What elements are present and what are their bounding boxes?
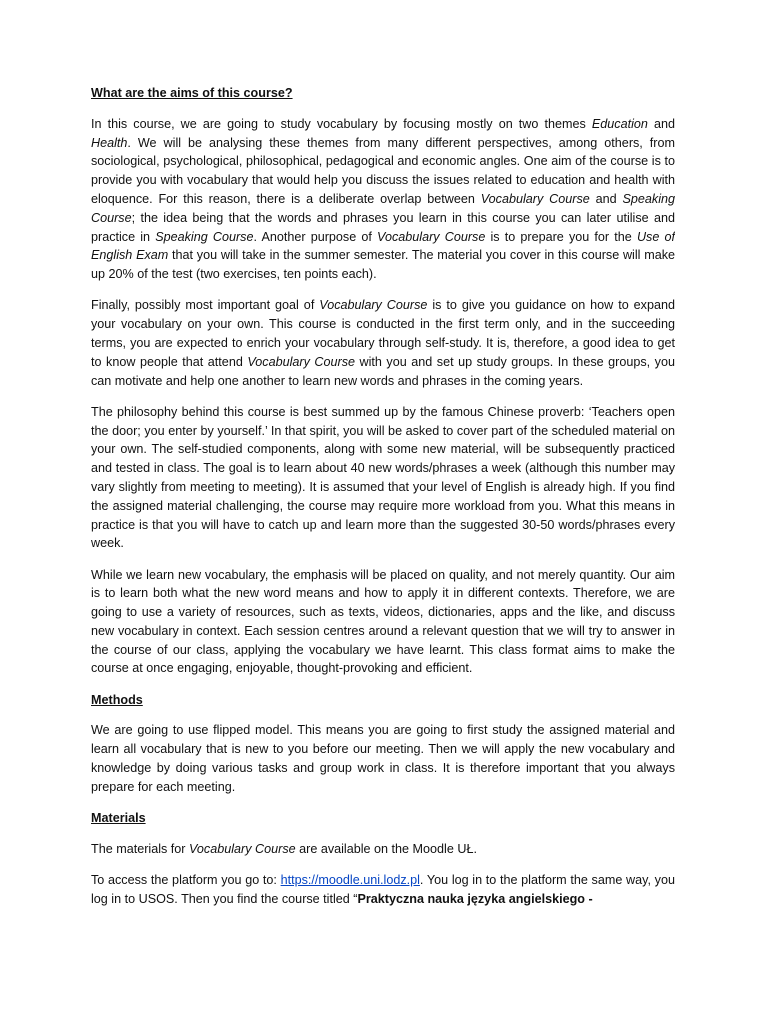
heading-methods: Methods <box>91 692 143 707</box>
paragraph-intro: In this course, we are going to study vocabulary by focusing mostly on two themes Education and Health. We will be analysing these themes from many different perspectives, among others, from sociological, psychological, philosophical, pedagogical and economic angles. One aim of the course is to provide you with vocabulary that would help you discuss the issues related to education and health with eloquence. For this reason, there is a deliberate overlap between Vocabulary Course and Speaking Course; the idea being that the words and phrases you learn in this course you can later utilise and practice in Speaking Course. Another purpose of Vocabulary Course is to prepare you for the Use of English Exam that you will take in the summer semester. The material you cover in this course will make up 20% of the test (two exercises, ten points each). <box>91 116 675 282</box>
document-page <box>91 84 675 914</box>
paragraph-materials: The materials for Vocabulary Course are available on the Moodle UŁ. <box>91 841 477 856</box>
paragraph-quality: While we learn new vocabulary, the emphasis will be placed on quality, and not merely quantity. Our aim is to learn both what the new word means and how to apply it in different contexts. Therefore, we are going to use a variety of resources, such as texts, videos, dictionaries, apps and the like, and discuss new vocabulary in context. Each session centres around a relevant question that we will try to answer in the course of our class, applying the vocabulary we have learnt. This class format aims to make the course at once engaging, enjoyable, thought-provoking and efficient. <box>91 567 675 676</box>
paragraph-goal: Finally, possibly most important goal of Vocabulary Course is to give you guidance on how to expand your vocabulary on your own. This course is conducted in the first term only, and in the succeeding terms, you are expected to enrich your vocabulary through self-study. It is, therefore, a good idea to get to know people that attend Vocabulary Course with you and set up study groups. In these groups, you can motivate and help one another to learn new words and phrases in the coming years. <box>91 298 675 388</box>
paragraph-access: To access the platform you go to: https://moodle.uni.lodz.pl. You log in to the platform the same way, you log in to USOS. Then you find the course titled “Praktyczna nauka języka angielskiego - <box>91 873 675 906</box>
heading-aims: What are the aims of this course? <box>91 86 293 100</box>
paragraph-philosophy: The philosophy behind this course is best summed up by the famous Chinese proverb: ‘Teachers open the door; you enter by yourself.’ In that spirit, you will be asked to cover part of the scheduled material on your own. The self-studied components, along with some new material, will be subsequently practiced and tested in class. The goal is to learn about 40 new words/phrases a week (although this number may vary slightly from meeting to meeting). It is assumed that your level of English is already high. If you find the assigned material challenging, the course may require more workload from you. What this means in practice is that you will have to catch up and learn more than the suggested 30-50 words/phrases every week. <box>91 404 675 551</box>
paragraph-methods: We are going to use flipped model. This means you are going to first study the assigned material and learn all vocabulary that is new to you before our meeting. Then we will apply the new vocabulary and knowledge by doing various tasks and group work in class. It is therefore important that you always prepare for each meeting. <box>91 723 675 794</box>
heading-materials: Materials <box>91 811 146 826</box>
moodle-link[interactable]: https://moodle.uni.lodz.pl <box>280 873 420 888</box>
